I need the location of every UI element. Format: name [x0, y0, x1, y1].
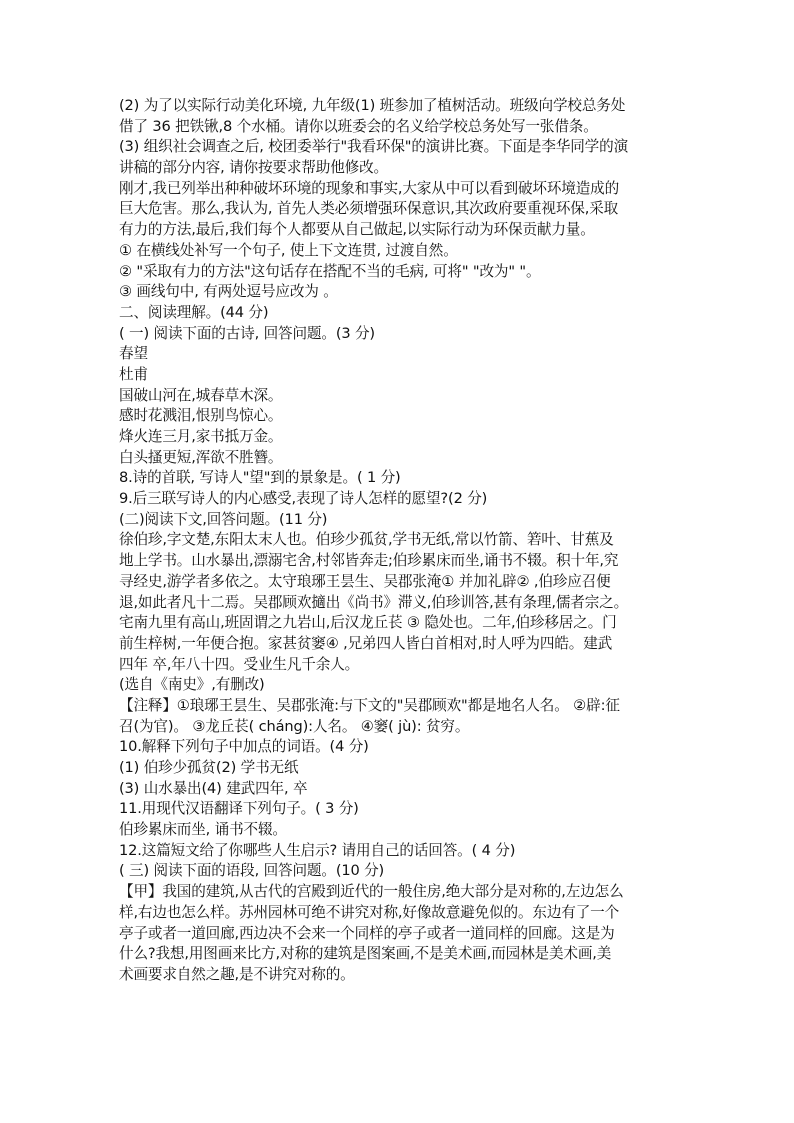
passage-line: 地上学书。山水暴出,漂溺宅舍,村邻皆奔走;伯珍累床而坐,诵书不辍。积十年,究	[119, 552, 619, 570]
poem-line: 感时花溅泪,恨别鸟惊心。	[119, 407, 283, 425]
question-heading: ( 一) 阅读下面的古诗, 回答问题。(3 分)	[119, 324, 375, 342]
passage-line: 【甲】我国的建筑,从古代的宫殿到近代的一般住房,绝大部分是对称的,左边怎么	[119, 883, 624, 901]
poem-line: 白头搔更短,浑欲不胜簪。	[119, 448, 283, 466]
passage-line: 什么?我想,用图画来比方,对称的建筑是图案画,不是美术画,而园林是美术画,美	[119, 945, 612, 963]
question-8: 8.诗的首联, 写诗人"望"到的景象是。( 1 分)	[119, 469, 401, 487]
passage-line: 徐伯珍,字文楚,东阳太末人也。伯珍少孤贫,学书无纸,常以竹箭、箬叶、甘蕉及	[119, 531, 614, 549]
question-12: 12.这篇短文给了你哪些人生启示? 请用自己的话回答。( 4 分)	[119, 841, 516, 859]
question-9: 9.后三联写诗人的内心感受,表现了诗人怎样的愿望?(2 分)	[119, 490, 488, 508]
text-line: 刚才,我已列举出种种破坏环境的现象和事实,大家从中可以看到破坏环境造成的	[119, 179, 620, 197]
passage-line: 退,如此者凡十二焉。吴郡顾欢擿出《尚书》滞义,伯珍训答,甚有条理,儒者宗之。	[119, 593, 629, 611]
passage-line: 样,右边也怎么样。苏州园林可绝不讲究对称,好像故意避免似的。东边有了一个	[119, 903, 620, 921]
poem-title: 春望	[119, 345, 148, 363]
passage-line: 宅南九里有高山,班固谓之九岩山,后汉龙丘苌 ③ 隐处也。二年,伯珍移居之。门	[119, 614, 617, 632]
document-page	[119, 96, 681, 986]
text-line: 借了 36 把铁锹,8 个水桶。请你以班委会的名义给学校总务处写一张借条。	[119, 117, 598, 135]
poem-author: 杜甫	[119, 365, 148, 383]
text-line: ② "采取有力的方法"这句话存在搭配不当的毛病, 可将" "改为" "。	[119, 262, 541, 280]
passage-line: 亭子或者一道回廊,西边决不会来一个同样的亭子或者一道同样的回廊。这是为	[119, 924, 615, 942]
passage-line: 术画要求自然之趣,是不讲究对称的。	[119, 965, 355, 983]
text-line: 有力的方法,最后,我们每个人都要从自己做起,以实际行动为环保贡献力量。	[119, 221, 595, 239]
text-line: (3) 组织社会调查之后, 校团委举行"我看环保"的演讲比赛。下面是李华同学的演	[119, 138, 629, 156]
passage-line: 前生梓树,一年便合抱。家甚贫窭④ ,兄弟四人皆白首相对,时人呼为四皓。建武	[119, 634, 613, 652]
question-11: 11.用现代汉语翻译下列句子。( 3 分)	[119, 800, 359, 818]
section-heading: 二、阅读理解。(44 分)	[119, 303, 269, 321]
question-10-item: (3) 山水暴出(4) 建武四年, 卒	[119, 779, 308, 797]
text-line: ③ 画线句中, 有两处逗号应改为 。	[119, 283, 338, 301]
question-11-sentence: 伯珍累床而坐, 诵书不辍。	[119, 821, 287, 839]
question-10: 10.解释下列句子中加点的词语。(4 分)	[119, 738, 369, 756]
poem-line: 烽火连三月,家书抵万金。	[119, 428, 283, 445]
passage-line: 四年 卒,年八十四。受业生凡千余人。	[119, 655, 360, 673]
question-heading: (二)阅读下文,回答问题。(11 分)	[119, 510, 328, 528]
text-line: ① 在横线处补写一个句子, 使上下文连贯, 过渡自然。	[119, 241, 458, 259]
annotation-line: 召(为官)。 ③龙丘苌( cháng):人名。 ④窭( jù): 贫穷。	[119, 717, 470, 735]
text-line: (2) 为了以实际行动美化环境, 九年级(1) 班参加了植树活动。班级向学校总务处	[119, 97, 626, 114]
question-10-item: (1) 伯珍少孤贫(2) 学书无纸	[119, 759, 299, 776]
source-note: (选自《南史》,有删改)	[119, 676, 265, 694]
text-line: 讲稿的部分内容, 请你按要求帮助他修改。	[119, 159, 388, 177]
poem-line: 国破山河在,城春草木深。	[119, 386, 283, 404]
text-line: 巨大危害。那么,我认为, 首先人类必须增强环保意识,其次政府要重视环保,采取	[119, 200, 619, 218]
annotation-line: 【注释】①琅琊王昙生、吴郡张淹:与下文的"吴郡顾欢"都是地名人名。 ②辟:征	[119, 696, 620, 714]
passage-line: 寻经史,游学者多依之。太守琅琊王昙生、吴郡张淹① 并加礼辟② ,伯珍应召便	[119, 572, 611, 590]
question-heading: ( 三) 阅读下面的语段, 回答问题。(10 分)	[119, 862, 385, 880]
